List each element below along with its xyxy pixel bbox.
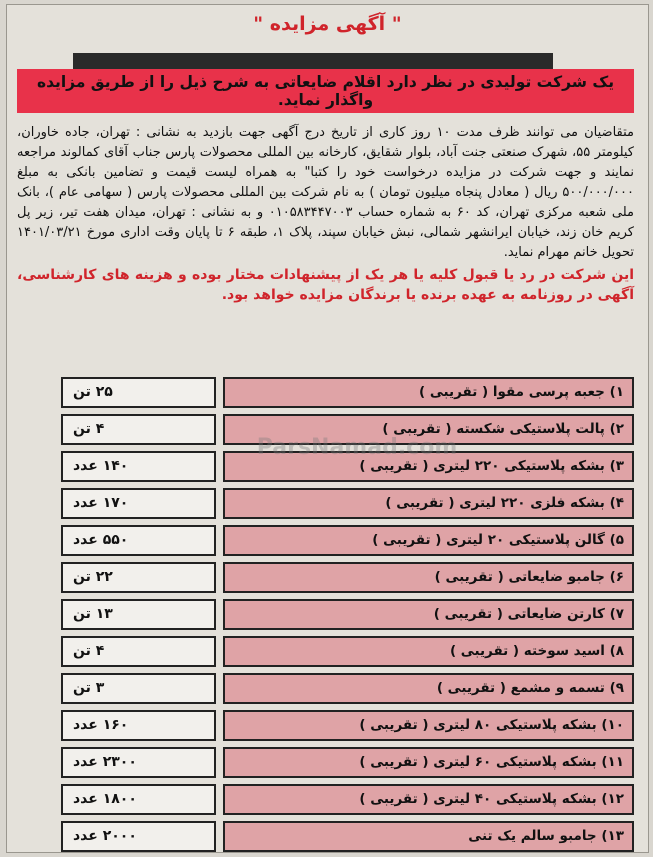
item-name: ۴) بشکه فلزی ۲۲۰ لیتری ( تقریبی ) — [223, 488, 634, 519]
item-quantity: ۱۸۰۰ عدد — [61, 784, 216, 815]
notice-headline: یک شرکت تولیدی در نظر دارد اقلام ضایعاتی به شرح ذیل را از طریق مزایده واگذار نماید. — [17, 69, 634, 113]
item-quantity: ۱۶۰ عدد — [61, 710, 216, 741]
table-row — [61, 562, 634, 593]
item-name: ۲) پالت پلاستیکی شکسته ( تقریبی ) — [223, 414, 634, 445]
item-quantity: ۲۰۰۰ عدد — [61, 821, 216, 852]
table-row — [61, 451, 634, 482]
table-row — [61, 599, 634, 630]
notice-note: این شرکت در رد یا قبول کلیه یا هر یک از پیشنهادات مختار بوده و هزینه های کارشناسی، آگهی در روزنامه به عهده برنده یا برندگان مزایده خواهد بود. — [17, 267, 634, 303]
item-name: ۱۲) بشکه پلاستیکی ۴۰ لیتری ( تقریبی ) — [223, 784, 634, 815]
item-name: ۱) جعبه پرسی مقوا ( تقریبی ) — [223, 377, 634, 408]
notice-title: " آگهی مزایده " — [253, 13, 402, 35]
item-name: ۹) تسمه و مشمع ( تقریبی ) — [223, 673, 634, 704]
watermark: ParsNamad.com — [256, 435, 458, 460]
item-name: ۱۳) جامبو سالم یک تنی — [223, 821, 634, 852]
table-row — [61, 636, 634, 667]
table-row — [61, 488, 634, 519]
item-quantity: ۱۷۰ عدد — [61, 488, 216, 519]
item-name: ۵) گالن پلاستیکی ۲۰ لیتری ( تقریبی ) — [223, 525, 634, 556]
notice-body — [17, 123, 634, 345]
table-row — [61, 673, 634, 704]
item-quantity: ۱۳ تن — [61, 599, 216, 630]
table-row — [61, 525, 634, 556]
item-name: ۸) اسید سوخته ( تقریبی ) — [223, 636, 634, 667]
item-quantity: ۴ تن — [61, 636, 216, 667]
item-quantity: ۲۳۰۰ عدد — [61, 747, 216, 778]
item-name: ۱۰) بشکه پلاستیکی ۸۰ لیتری ( تقریبی ) — [223, 710, 634, 741]
table-row — [61, 747, 634, 778]
item-quantity: ۵۵۰ عدد — [61, 525, 216, 556]
item-quantity: ۴ تن — [61, 414, 216, 445]
table-row — [61, 414, 634, 445]
table-row — [61, 784, 634, 815]
item-name: ۱۱) بشکه پلاستیکی ۶۰ لیتری ( تقریبی ) — [223, 747, 634, 778]
table-row — [61, 377, 634, 408]
items-table — [61, 377, 634, 857]
item-name: ۳) بشکه پلاستیکی ۲۲۰ لیتری ( تقریبی ) — [223, 451, 634, 482]
table-row — [61, 821, 634, 852]
auction-notice — [6, 4, 649, 853]
item-quantity: ۳ تن — [61, 673, 216, 704]
item-quantity: ۱۴۰ عدد — [61, 451, 216, 482]
notice-intro-text: متقاضیان می توانند ظرف مدت ۱۰ روز کاری از تاریخ درج آگهی جهت بازدید به نشانی : تهران، جاده خاوران، کیلومتر ۵۵، شهرک صنعتی جنت آباد، بلوار شقایق، کارخانه بین المللی محصولات پارس جناب آقای کمالوند مراجعه نمایند و جهت شرکت در مزایده درخواست خود را کتبا" به همراه لیست قیمت و تضامین بانکی به مبلغ ۵۰۰/۰۰۰/۰۰۰ ریال ( معادل پنجاه میلیون تومان ) به نام شرکت بین المللی محصولات پارس ( سهامی عام )، بانک ملی شعبه مرکزی تهران، کد ۶۰ به شماره حساب ۰۱۰۵۸۳۴۴۷۰۰۳ و به نشانی : تهران، میدان هفت تیر، زیر پل کریم خان زند، خیابان ایرانشهر شمالی، نبش خیابان سپند، پلاک ۱، طبقه ۶ تا پایان وقت اداری مورخ ۱۴۰۱/۰۳/۲۱ تحویل خانم مهرام نماید. — [17, 125, 634, 260]
item-name: ۷) کارتن ضایعاتی ( تقریبی ) — [223, 599, 634, 630]
item-quantity: ۲۲ تن — [61, 562, 216, 593]
table-row — [61, 710, 634, 741]
item-quantity: ۲۵ تن — [61, 377, 216, 408]
item-name: ۶) جامبو ضایعاتی ( تقریبی ) — [223, 562, 634, 593]
